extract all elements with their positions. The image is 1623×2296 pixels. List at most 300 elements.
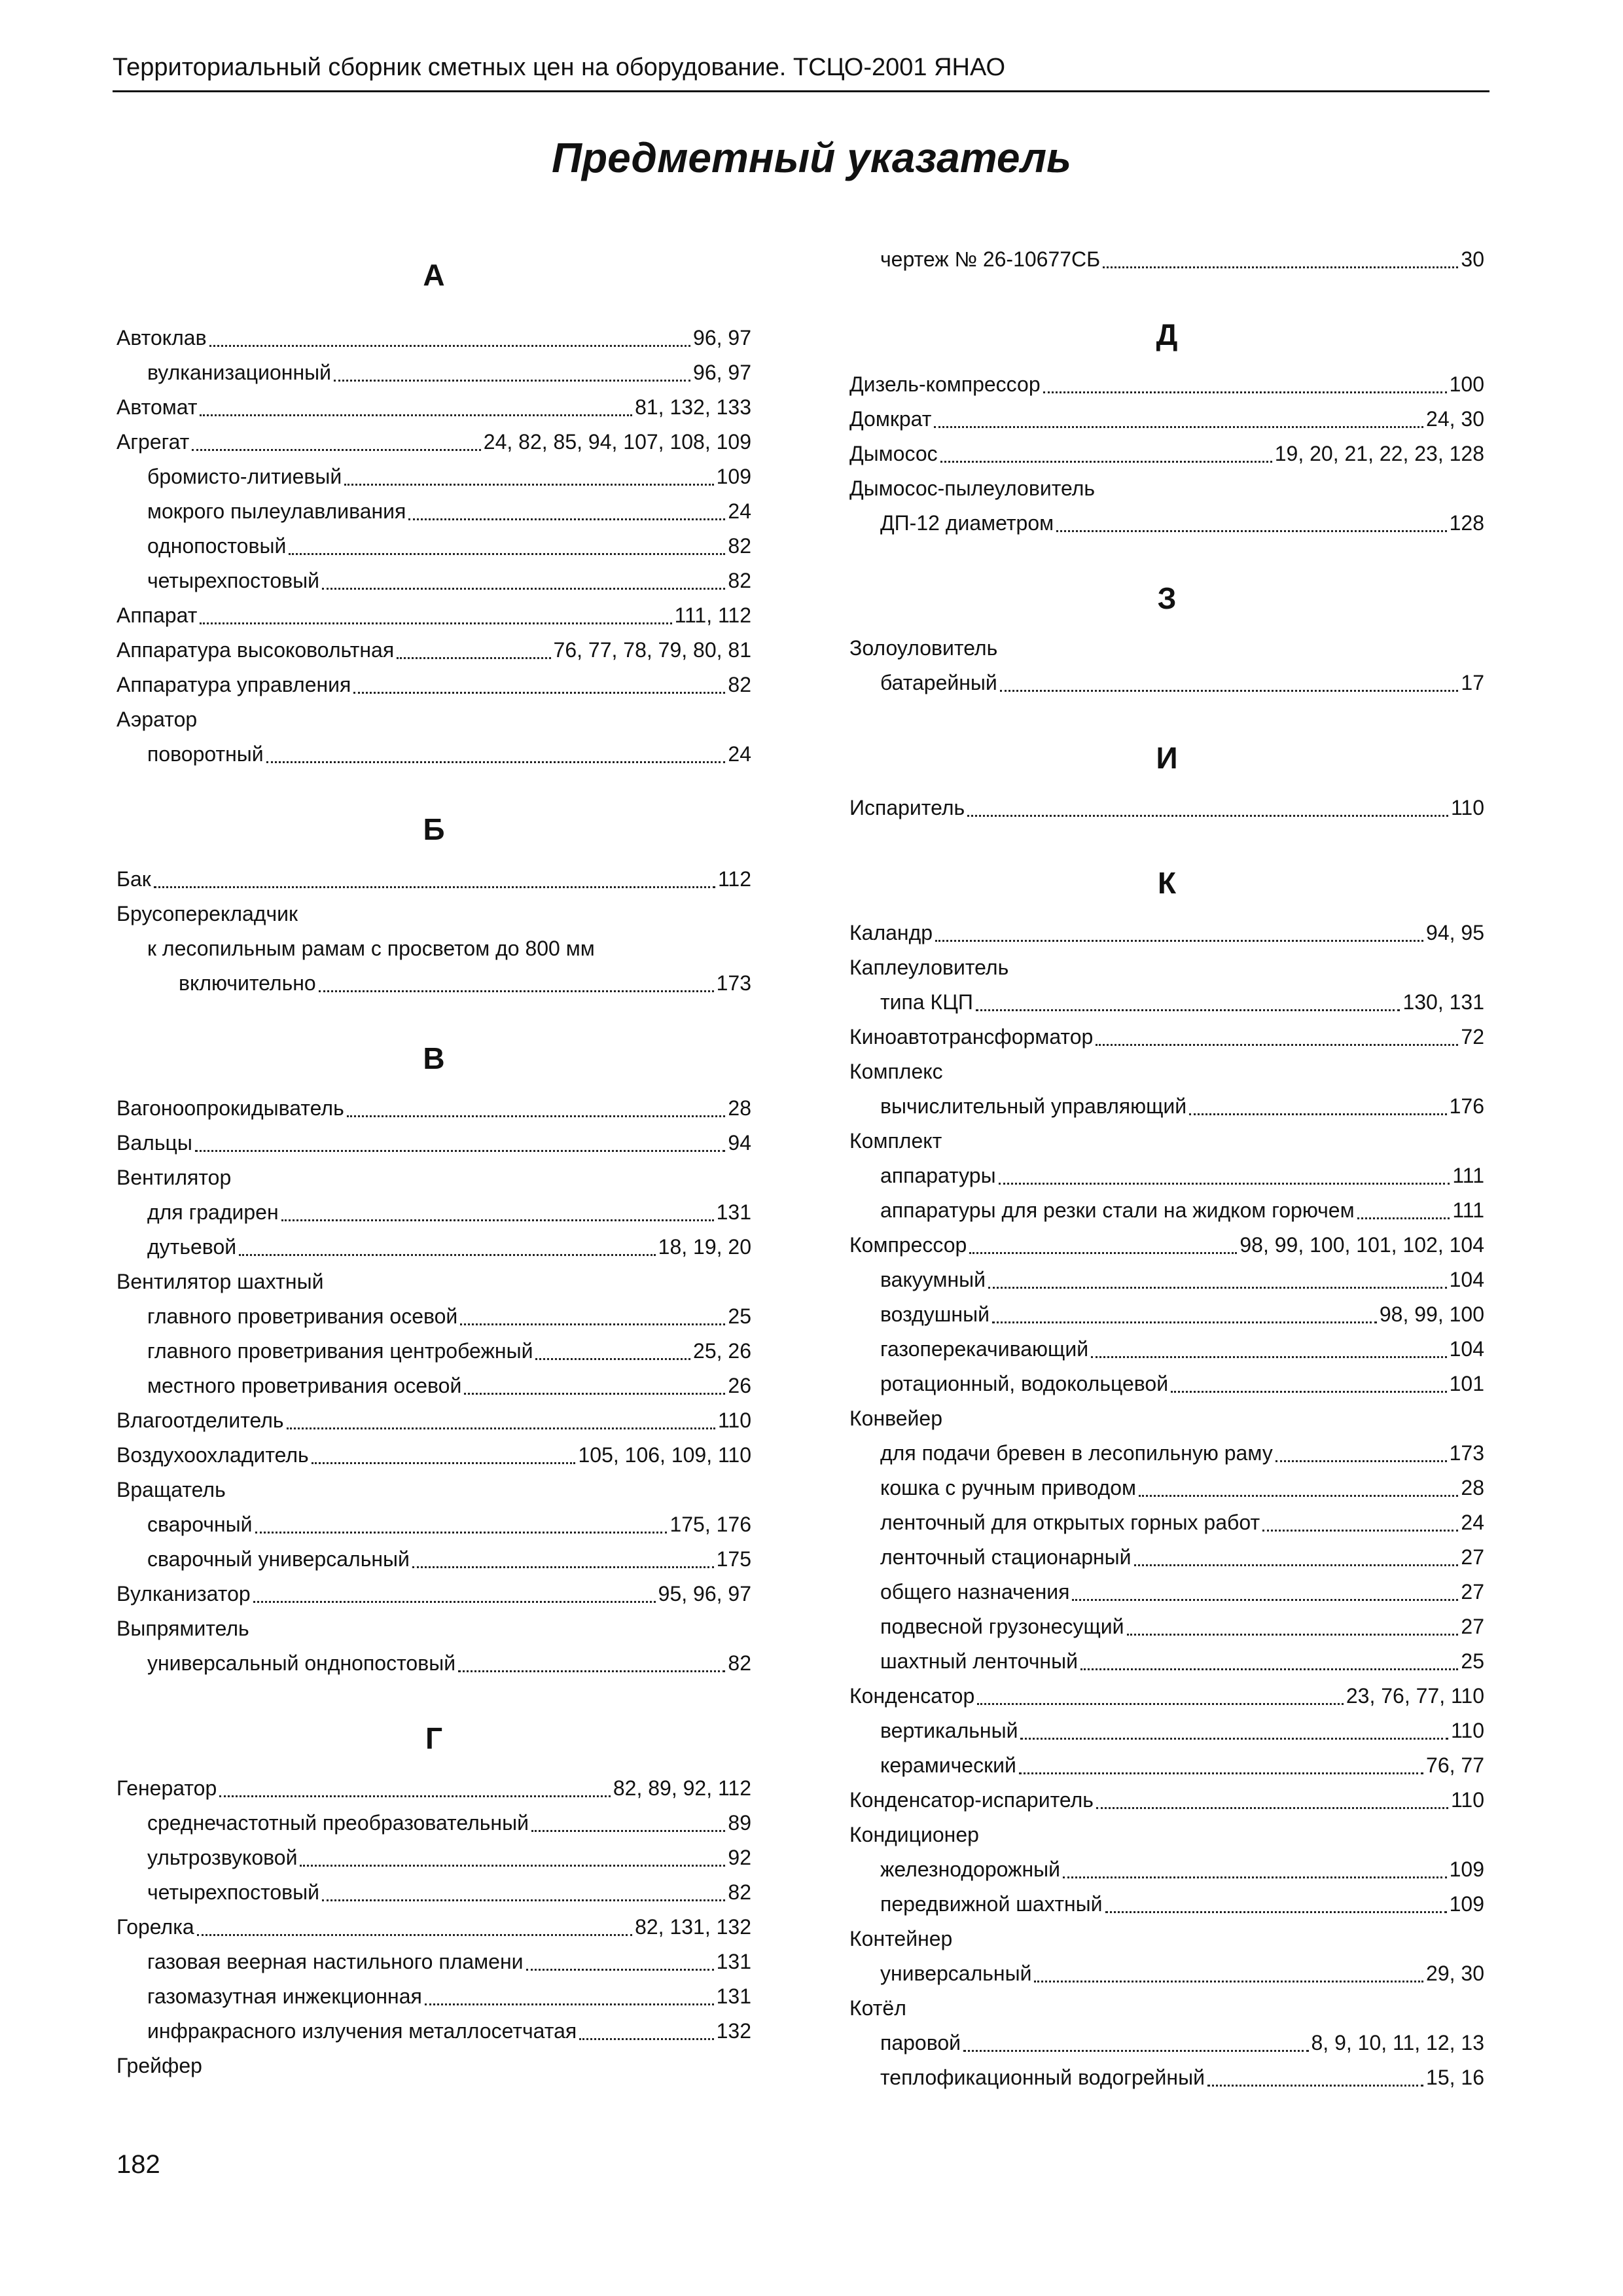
index-term: Конденсатор: [849, 1684, 975, 1708]
index-entry: [849, 1367, 1484, 1401]
index-pages: 104: [1449, 1268, 1484, 1291]
index-entry: [116, 862, 751, 897]
index-term: Каландр: [849, 921, 933, 944]
index-pages: 24: [1461, 1511, 1484, 1534]
index-entry: [849, 1540, 1484, 1575]
index-pages: 98, 99, 100: [1379, 1302, 1484, 1326]
index-pages: 94: [728, 1131, 751, 1155]
index-pages: 130, 131: [1402, 990, 1484, 1014]
index-entry: [849, 1228, 1484, 1263]
index-entry: [116, 1195, 751, 1230]
index-term: Вращатель: [116, 1478, 226, 1501]
index-pages: 104: [1449, 1337, 1484, 1361]
index-entry: [849, 1818, 1484, 1852]
index-entry: [849, 666, 1484, 700]
index-entry: [849, 506, 1484, 541]
section-letter: В: [423, 1041, 445, 1075]
index-entry: [849, 402, 1484, 437]
dot-leader: [940, 461, 1272, 463]
index-term: четырехпостовый: [147, 1880, 320, 1904]
dot-leader: [1103, 266, 1458, 268]
index-pages: 25, 26: [693, 1339, 751, 1363]
index-term: главного проветривания центробежный: [147, 1339, 533, 1363]
index-term: Горелка: [116, 1915, 194, 1939]
dot-leader: [322, 1899, 725, 1901]
index-term: дутьевой: [147, 1235, 237, 1259]
index-entry: [849, 242, 1484, 277]
index-entry: [849, 1401, 1484, 1436]
index-term: Кондиционер: [849, 1823, 979, 1846]
index-pages: 82: [728, 1880, 751, 1904]
dot-leader: [1357, 1217, 1450, 1219]
index-pages: 109: [1449, 1857, 1484, 1881]
index-term: Киноавтотрансформатор: [849, 1025, 1094, 1049]
index-entry: [116, 1403, 751, 1438]
dot-leader: [300, 1865, 725, 1867]
index-entry: [849, 1713, 1484, 1748]
index-pages: 19, 20, 21, 22, 23, 128: [1274, 442, 1484, 465]
index-pages: 96, 97: [693, 326, 751, 350]
index-entry: [849, 950, 1484, 985]
dot-leader: [312, 1462, 576, 1464]
index-entry: [116, 1160, 751, 1195]
dot-leader: [322, 588, 725, 590]
index-term: ротационный, водокольцевой: [880, 1372, 1169, 1395]
index-entry: [849, 1158, 1484, 1193]
index-term: шахтный ленточный: [880, 1649, 1078, 1673]
index-term: кошка с ручным приводом: [880, 1476, 1136, 1499]
dot-leader: [967, 815, 1448, 817]
dot-leader: [526, 1969, 714, 1971]
index-entry: [116, 1265, 751, 1299]
index-pages: 131: [716, 1200, 751, 1224]
index-entry: [116, 355, 751, 390]
index-term: батарейный: [880, 671, 997, 694]
index-pages: 109: [1449, 1892, 1484, 1916]
index-entry: [116, 668, 751, 702]
dot-leader: [219, 1795, 611, 1797]
dot-leader: [977, 1703, 1344, 1705]
dot-leader: [255, 1532, 668, 1534]
dot-leader: [1127, 1634, 1459, 1636]
dot-leader: [209, 345, 690, 347]
index-entry: [116, 598, 751, 633]
index-term: Вентилятор шахтный: [116, 1270, 324, 1293]
index-pages: 29, 30: [1426, 1962, 1484, 1985]
index-term: Комплект: [849, 1129, 942, 1153]
index-pages: 24: [728, 742, 751, 766]
index-entry: [116, 702, 751, 737]
index-term: однопостовый: [147, 534, 287, 558]
index-entry: [116, 1646, 751, 1681]
dot-leader: [999, 1183, 1450, 1185]
dot-leader: [154, 886, 715, 888]
index-pages: 111: [1452, 1198, 1484, 1222]
index-pages: 24, 82, 85, 94, 107, 108, 109: [483, 430, 751, 454]
index-term: железнодорожный: [880, 1857, 1060, 1881]
dot-leader: [531, 1830, 725, 1832]
index-pages: 25: [1461, 1649, 1484, 1673]
dot-leader: [535, 1358, 690, 1360]
index-pages: 92: [728, 1846, 751, 1869]
index-entry: [849, 437, 1484, 471]
dot-leader: [963, 2050, 1308, 2052]
index-pages: 128: [1449, 511, 1484, 535]
dot-leader: [1043, 391, 1447, 393]
index-pages: 23, 76, 77, 110: [1346, 1684, 1484, 1708]
index-pages: 111: [1452, 1164, 1484, 1187]
index-term: Компрессор: [849, 1233, 967, 1257]
index-term: Брусоперекладчик: [116, 902, 298, 925]
index-term: инфракрасного излучения металлосетчатая: [147, 2019, 577, 2043]
index-entry: [849, 916, 1484, 950]
index-entry: [116, 425, 751, 459]
index-term: общего назначения: [880, 1580, 1070, 1604]
index-entry: [116, 633, 751, 668]
index-term: подвесной грузонесущий: [880, 1615, 1124, 1638]
index-entry: [849, 1054, 1484, 1089]
index-pages: 131: [716, 1950, 751, 1973]
dot-leader: [1275, 1460, 1447, 1462]
index-term: Выпрямитель: [116, 1617, 249, 1640]
index-term: Автомат: [116, 395, 198, 419]
section-letter: К: [1157, 866, 1177, 900]
index-entry: [849, 2060, 1484, 2095]
index-entry: [116, 1577, 751, 1611]
index-entry: [116, 321, 751, 355]
index-entry: [116, 1875, 751, 1910]
index-pages: 18, 19, 20: [658, 1235, 751, 1259]
index-entry: [849, 1783, 1484, 1818]
index-pages: 110: [1450, 796, 1484, 819]
index-entry: [849, 471, 1484, 506]
index-entry: [116, 494, 751, 529]
index-pages: 82: [728, 569, 751, 592]
index-term: Конденсатор-испаритель: [849, 1788, 1094, 1812]
index-term: Комплекс: [849, 1060, 943, 1083]
index-term: ДП-12 диаметром: [880, 511, 1054, 535]
index-entry: [849, 1852, 1484, 1887]
index-entry: [849, 1124, 1484, 1158]
index-term: Генератор: [116, 1776, 217, 1800]
index-pages: 109: [716, 465, 751, 488]
index-entry: [116, 966, 751, 1001]
index-term: Дымосос: [849, 442, 938, 465]
index-term: Аппаратура высоковольтная: [116, 638, 395, 662]
index-term: теплофикационный водогрейный: [880, 2066, 1205, 2089]
index-entry: [116, 737, 751, 772]
dot-leader: [1096, 1807, 1448, 1809]
index-entry: [849, 1609, 1484, 1644]
index-entry: [849, 631, 1484, 666]
index-pages: 25: [728, 1304, 751, 1328]
index-term: Грейфер: [116, 2054, 202, 2077]
index-pages: 82, 89, 92, 112: [613, 1776, 751, 1800]
index-pages: 105, 106, 109, 110: [578, 1443, 751, 1467]
index-term: к лесопильным рамам с просветом до 800 мм: [147, 937, 595, 960]
index-entry: [849, 1748, 1484, 1783]
dot-leader: [319, 990, 714, 992]
index-term: газовая веерная настильного пламени: [147, 1950, 524, 1973]
dot-leader: [1000, 690, 1459, 692]
index-term: универсальный: [880, 1962, 1032, 1985]
index-entry: [116, 390, 751, 425]
index-entry: [849, 1956, 1484, 1991]
index-entry: [116, 1334, 751, 1369]
index-term: типа КЦП: [880, 990, 973, 1014]
index-term: местного проветривания осевой: [147, 1374, 462, 1397]
index-pages: 72: [1461, 1025, 1484, 1049]
index-term: Конвейер: [849, 1407, 943, 1430]
index-entry: [849, 367, 1484, 402]
index-pages: 28: [1461, 1476, 1484, 1499]
index-entry: [116, 1507, 751, 1542]
index-pages: 30: [1461, 247, 1484, 271]
index-term: для подачи бревен в лесопильную раму: [880, 1441, 1273, 1465]
running-header: Территориальный сборник сметных цен на оборудование. ТСЦО-2001 ЯНАО: [113, 54, 1006, 81]
index-pages: 27: [1461, 1615, 1484, 1638]
dot-leader: [289, 553, 725, 555]
index-entry: [849, 1436, 1484, 1471]
index-entry: [849, 1991, 1484, 2026]
index-entry: [849, 1020, 1484, 1054]
index-term: аппаратуры: [880, 1164, 996, 1187]
index-entry: [116, 1299, 751, 1334]
dot-leader: [334, 380, 690, 382]
index-entry: [849, 1575, 1484, 1609]
index-term: вертикальный: [880, 1719, 1018, 1742]
header-rule: [113, 90, 1489, 92]
dot-leader: [1091, 1356, 1447, 1358]
index-term: Аэратор: [116, 708, 198, 731]
dot-leader: [935, 940, 1423, 942]
dot-leader: [353, 692, 725, 694]
section-letter: З: [1157, 581, 1177, 615]
index-entry: [849, 1193, 1484, 1228]
index-term: Вальцы: [116, 1131, 192, 1155]
index-entry: [116, 1910, 751, 1945]
index-pages: 76, 77, 78, 79, 80, 81: [553, 638, 751, 662]
index-term: газоперекачивающий: [880, 1337, 1089, 1361]
index-entry: [116, 1369, 751, 1403]
index-pages: 175: [716, 1547, 751, 1571]
section-letter: И: [1156, 741, 1178, 775]
dot-leader: [976, 1009, 1400, 1011]
dot-leader: [408, 518, 725, 520]
index-term: Вагоноопрокидыватель: [116, 1096, 344, 1120]
index-entry: [116, 1611, 751, 1646]
index-entry: [116, 1542, 751, 1577]
index-entry: [116, 1091, 751, 1126]
index-pages: 101: [1449, 1372, 1484, 1395]
index-entry: [116, 1126, 751, 1160]
dot-leader: [1080, 1668, 1458, 1670]
dot-leader: [281, 1219, 714, 1221]
section-letter: А: [423, 258, 445, 292]
index-entry: [849, 1644, 1484, 1679]
dot-leader: [460, 1323, 725, 1325]
index-term: вакуумный: [880, 1268, 986, 1291]
index-term: Аппаратура управления: [116, 673, 351, 696]
index-pages: 82: [728, 534, 751, 558]
index-term: Контейнер: [849, 1927, 953, 1950]
index-term: передвижной шахтный: [880, 1892, 1103, 1916]
index-term: паровой: [880, 2031, 961, 2054]
index-term: Домкрат: [849, 407, 932, 431]
dot-leader: [579, 2038, 713, 2040]
index-pages: 89: [728, 1811, 751, 1835]
dot-leader: [1019, 1772, 1423, 1774]
index-term: универсальный онднопостовый: [147, 1651, 456, 1675]
index-entry: [116, 2049, 751, 2083]
page-title: Предметный указатель: [552, 134, 1071, 181]
index-term: ленточный для открытых горных работ: [880, 1511, 1260, 1534]
section-letter: Б: [423, 812, 445, 846]
index-pages: 96, 97: [693, 361, 751, 384]
index-pages: 26: [728, 1374, 751, 1397]
index-term: ультрозвуковой: [147, 1846, 298, 1869]
index-term: включительно: [179, 971, 316, 995]
dot-leader: [464, 1393, 725, 1395]
index-term: воздушный: [880, 1302, 990, 1326]
index-pages: 28: [728, 1096, 751, 1120]
index-entry: [116, 897, 751, 931]
index-entry: [849, 1922, 1484, 1956]
index-term: газомазутная инжекционная: [147, 1984, 422, 2008]
index-term: Аппарат: [116, 603, 198, 627]
index-pages: 173: [716, 971, 751, 995]
dot-leader: [344, 484, 713, 486]
dot-leader: [197, 1934, 632, 1936]
dot-leader: [458, 1670, 725, 1672]
dot-leader: [1105, 1911, 1447, 1913]
index-pages: 110: [717, 1408, 751, 1432]
index-term: Воздухоохладитель: [116, 1443, 309, 1467]
index-pages: 131: [716, 1984, 751, 2008]
index-column-left: [116, 242, 751, 2083]
dot-leader: [1020, 1738, 1448, 1740]
index-term: главного проветривания осевой: [147, 1304, 458, 1328]
dot-leader: [1034, 1981, 1423, 1982]
index-pages: 24, 30: [1426, 407, 1484, 431]
index-pages: 82: [728, 1651, 751, 1675]
index-pages: 15, 16: [1426, 2066, 1484, 2089]
index-pages: 132: [716, 2019, 751, 2043]
dot-leader: [200, 414, 632, 416]
index-entry: [116, 1979, 751, 2014]
index-pages: 27: [1461, 1580, 1484, 1604]
dot-leader: [969, 1252, 1237, 1254]
index-term: поворотный: [147, 742, 264, 766]
index-pages: 110: [1450, 1719, 1484, 1742]
index-term: Дизель-компрессор: [849, 372, 1041, 396]
index-pages: 100: [1449, 372, 1484, 396]
dot-leader: [1072, 1599, 1458, 1601]
index-term: Золоуловитель: [849, 636, 998, 660]
index-term: для градирен: [147, 1200, 279, 1224]
dot-leader: [200, 622, 671, 624]
index-term: Вентилятор: [116, 1166, 232, 1189]
dot-leader: [1056, 530, 1446, 532]
index-pages: 94, 95: [1426, 921, 1484, 944]
index-pages: 82, 131, 132: [635, 1915, 751, 1939]
index-term: среднечастотный преобразовательный: [147, 1811, 529, 1835]
section-letter: Г: [425, 1721, 443, 1755]
index-entry: [849, 1679, 1484, 1713]
index-term: Дымосос-пылеуловитель: [849, 476, 1096, 500]
index-pages: 175, 176: [669, 1513, 751, 1536]
index-entry: [116, 2014, 751, 2049]
dot-leader: [239, 1254, 656, 1256]
index-pages: 98, 99, 100, 101, 102, 104: [1240, 1233, 1484, 1257]
index-pages: 82: [728, 673, 751, 696]
index-pages: 27: [1461, 1545, 1484, 1569]
dot-leader: [1139, 1495, 1458, 1497]
index-entry: [116, 529, 751, 564]
index-entry: [849, 1332, 1484, 1367]
dot-leader: [1262, 1530, 1458, 1532]
index-entry: [116, 1806, 751, 1840]
index-term: бромисто-литиевый: [147, 465, 342, 488]
dot-leader: [934, 426, 1423, 428]
index-term: керамический: [880, 1753, 1016, 1777]
index-entry: [116, 1473, 751, 1507]
dot-leader: [287, 1427, 715, 1429]
section-letter: Д: [1156, 317, 1178, 351]
index-term: вулканизационный: [147, 361, 331, 384]
index-entry: [849, 1089, 1484, 1124]
index-entry: [116, 459, 751, 494]
index-pages: 111, 112: [674, 603, 751, 627]
dot-leader: [397, 657, 550, 659]
index-entry: [849, 1887, 1484, 1922]
index-entry: [849, 1505, 1484, 1540]
index-term: Автоклав: [116, 326, 207, 350]
page-number: 182: [116, 2150, 160, 2179]
index-pages: 17: [1461, 671, 1484, 694]
index-entry: [849, 791, 1484, 825]
dot-leader: [1207, 2085, 1423, 2087]
dot-leader: [1189, 1113, 1446, 1115]
index-entry: [849, 1263, 1484, 1297]
index-term: Испаритель: [849, 796, 965, 819]
dot-leader: [412, 1566, 714, 1568]
index-entry: [116, 1230, 751, 1265]
index-term: Бак: [116, 867, 151, 891]
dot-leader: [192, 449, 480, 451]
dot-leader: [266, 761, 726, 763]
index-term: Влагоотделитель: [116, 1408, 284, 1432]
index-term: аппаратуры для резки стали на жидком горючем: [880, 1198, 1355, 1222]
index-entry: [849, 985, 1484, 1020]
index-entry: [849, 1297, 1484, 1332]
index-pages: 24: [728, 499, 751, 523]
index-pages: 110: [1450, 1788, 1484, 1812]
dot-leader: [1171, 1391, 1447, 1393]
dot-leader: [425, 2003, 714, 2005]
index-pages: 173: [1449, 1441, 1484, 1465]
index-pages: 112: [717, 867, 751, 891]
dot-leader: [253, 1601, 656, 1603]
index-entry: [116, 564, 751, 598]
index-term: мокрого пылеулавливания: [147, 499, 406, 523]
index-pages: 176: [1449, 1094, 1484, 1118]
index-pages: 76, 77: [1426, 1753, 1484, 1777]
index-entry: [849, 2026, 1484, 2060]
index-term: Котёл: [849, 1996, 906, 2020]
dot-leader: [195, 1150, 726, 1152]
dot-leader: [1063, 1876, 1447, 1878]
